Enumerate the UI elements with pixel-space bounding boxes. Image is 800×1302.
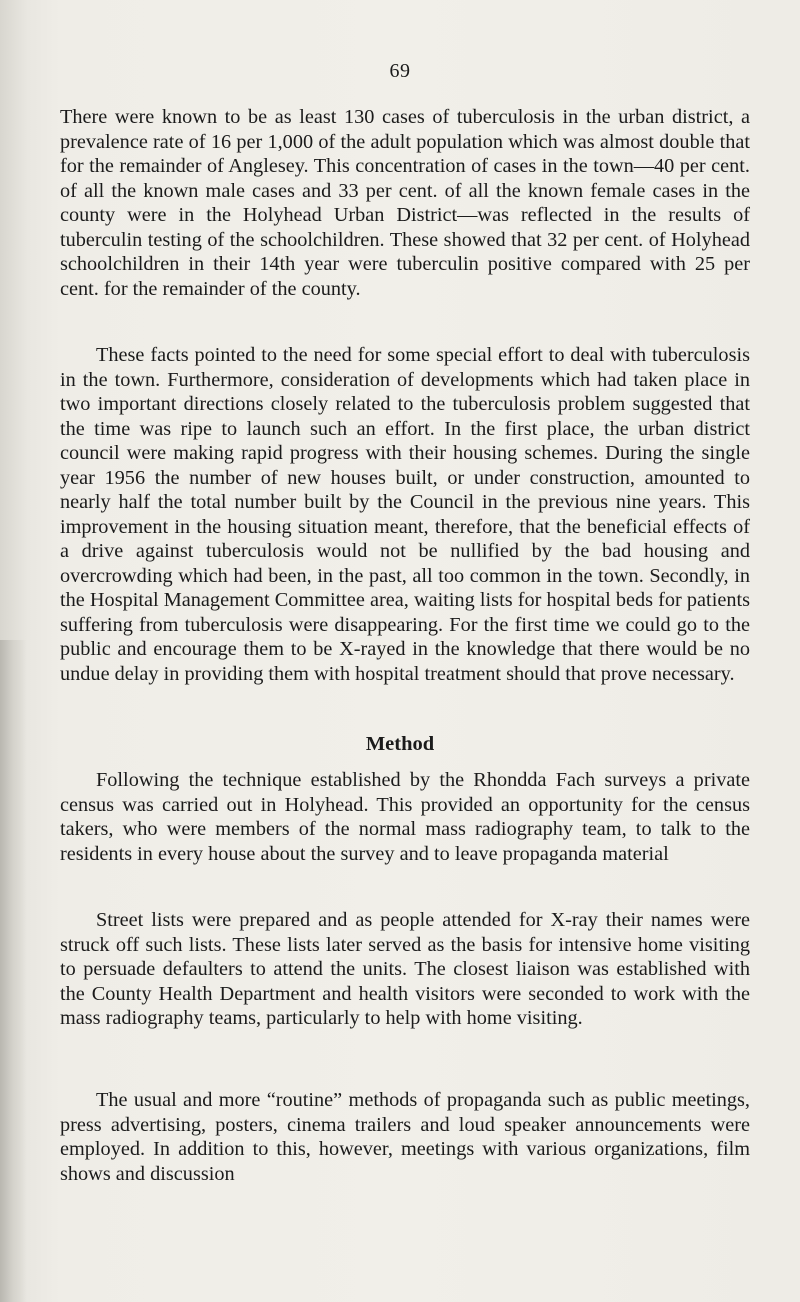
paragraph-text: These facts pointed to the need for some special effort to deal with tuberculosis in the town. Furthermore, consideration of developments which had taken place in two important directions closely related to the tuberculosis problem suggested that the time was ripe to launch such an effort. In the first place, the urban district council were making rapid progress with their housing schemes. During the single year 1956 the number of new houses built, or under construction, amounted to nearly half the total number built by the Council in the previous nine years. This improvement in the housing situation meant, therefore, that the beneficial effects of a drive against tuberculosis would not be nullified by the bad housing and overcrowding which had been, in the past, all too common in the town. Secondly, in the Hospital Management Committee area, waiting lists for hospital beds for patients suffering from tuberculosis were disappearing. For the first time we could go to the public and encourage them to be X-rayed in the knowledge that there would be no undue delay in providing them with hospital treatment should that prove necessary. xyxy=(60,344,750,685)
paragraph-census xyxy=(60,768,750,866)
paragraph-text: Street lists were prepared and as people attended for X-ray their names were struck off such lists. These lists later served as the basis for intensive home visiting to persuade defaulters to attend the units. The closest liaison was established with the County Health Department and health visitors were seconded to work with the mass radiography teams, particularly to help with home visiting. xyxy=(60,909,750,1029)
paragraph-text: Following the technique established by the Rhondda Fach surveys a private census was carried out in Holyhead. This provided an opportunity for the census takers, who were members of the normal mass radiography team, to talk to the residents in every house about the survey and to leave propaganda material xyxy=(60,769,750,865)
paragraph-propaganda xyxy=(60,1088,750,1186)
section-heading-method: Method xyxy=(365,733,435,755)
page-number: 69 xyxy=(389,60,411,82)
paragraph-special-effort xyxy=(60,343,750,686)
paragraph-prevalence xyxy=(60,105,750,301)
paragraph-text: There were known to be as least 130 cases of tuberculosis in the urban district, a prevalence rate of 16 per 1,000 of the adult population which was almost double that for the remainder of Anglesey. This concentration of cases in the town—40 per cent. of all the known male cases and 33 per cent. of all the known female cases in the county were in the Holyhead Urban District—was reflected in the results of tuberculin testing of the schoolchildren. These showed that 32 per cent. of Holyhead schoolchildren in their 14th year were tuberculin positive compared with 25 per cent. for the remainder of the county. xyxy=(60,106,750,300)
paragraph-street-lists xyxy=(60,908,750,1031)
paragraph-text: The usual and more “routine” methods of propaganda such as public meetings, press advertising, posters, cinema trailers and loud speaker announcements were employed. In addition to this, however, meetings with various organizations, film shows and discussion xyxy=(60,1089,750,1185)
